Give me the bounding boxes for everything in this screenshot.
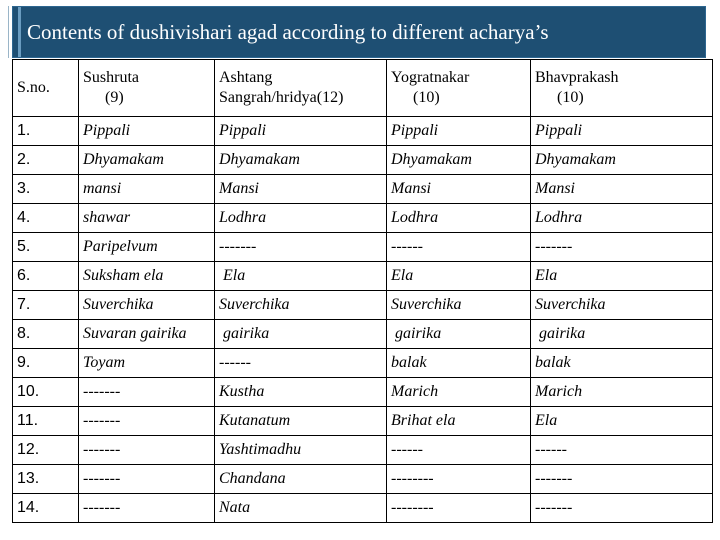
table-row xyxy=(13,320,713,349)
header-bhavprakash: Bhavprakash (10) xyxy=(531,60,713,117)
table-row xyxy=(13,291,713,320)
cell-bhavprakash: Ela xyxy=(531,262,713,291)
cell-sno: 11. xyxy=(13,407,79,436)
cell-ashtang: Lodhra xyxy=(215,204,387,233)
cell-sushruta: shawar xyxy=(79,204,215,233)
cell-yogratnakar: Dhyamakam xyxy=(387,146,531,175)
cell-sno: 2. xyxy=(13,146,79,175)
cell-ashtang: ------- xyxy=(215,233,387,262)
cell-sushruta: Suvaran gairika xyxy=(79,320,215,349)
cell-bhavprakash: ------ xyxy=(531,436,713,465)
cell-sushruta: mansi xyxy=(79,175,215,204)
slide-title: Contents of dushivishari agad according to different acharya’s xyxy=(27,20,549,44)
cell-ashtang: Kustha xyxy=(215,378,387,407)
cell-sushruta: Dhyamakam xyxy=(79,146,215,175)
cell-sno: 13. xyxy=(13,465,79,494)
cell-yogratnakar: Brihat ela xyxy=(387,407,531,436)
cell-ashtang: Yashtimadhu xyxy=(215,436,387,465)
header-sushruta: Sushruta (9) xyxy=(79,60,215,117)
contents-table xyxy=(12,59,713,523)
cell-sushruta: ------- xyxy=(79,494,215,523)
cell-yogratnakar: balak xyxy=(387,349,531,378)
cell-sno: 10. xyxy=(13,378,79,407)
table-row xyxy=(13,117,713,146)
cell-ashtang: ------ xyxy=(215,349,387,378)
cell-bhavprakash: balak xyxy=(531,349,713,378)
table-row xyxy=(13,262,713,291)
table-row xyxy=(13,146,713,175)
cell-bhavprakash: Ela xyxy=(531,407,713,436)
cell-yogratnakar: Marich xyxy=(387,378,531,407)
cell-bhavprakash: Marich xyxy=(531,378,713,407)
cell-sushruta: Suksham ela xyxy=(79,262,215,291)
cell-sno: 12. xyxy=(13,436,79,465)
cell-yogratnakar: -------- xyxy=(387,494,531,523)
cell-bhavprakash: Dhyamakam xyxy=(531,146,713,175)
table-row xyxy=(13,233,713,262)
cell-sushruta: ------- xyxy=(79,436,215,465)
cell-ashtang: Suverchika xyxy=(215,291,387,320)
cell-bhavprakash: Suverchika xyxy=(531,291,713,320)
cell-sushruta: ------- xyxy=(79,378,215,407)
title-accent-stripe xyxy=(18,7,21,57)
table-row xyxy=(13,465,713,494)
cell-bhavprakash: ------- xyxy=(531,233,713,262)
cell-ashtang: Chandana xyxy=(215,465,387,494)
header-row xyxy=(13,60,713,117)
cell-bhavprakash: Mansi xyxy=(531,175,713,204)
cell-sno: 9. xyxy=(13,349,79,378)
left-decorative-rule xyxy=(0,6,9,58)
cell-yogratnakar: Suverchika xyxy=(387,291,531,320)
table-row xyxy=(13,175,713,204)
cell-bhavprakash: gairika xyxy=(531,320,713,349)
cell-bhavprakash: ------- xyxy=(531,494,713,523)
table-row xyxy=(13,407,713,436)
cell-ashtang: Nata xyxy=(215,494,387,523)
cell-sno: 1. xyxy=(13,117,79,146)
header-sno: S.no. xyxy=(13,60,79,117)
cell-yogratnakar: Lodhra xyxy=(387,204,531,233)
cell-sushruta: Suverchika xyxy=(79,291,215,320)
cell-sno: 7. xyxy=(13,291,79,320)
table-row xyxy=(13,494,713,523)
cell-sno: 3. xyxy=(13,175,79,204)
cell-ashtang: Pippali xyxy=(215,117,387,146)
cell-ashtang: Mansi xyxy=(215,175,387,204)
cell-bhavprakash: ------- xyxy=(531,465,713,494)
cell-sushruta: Paripelvum xyxy=(79,233,215,262)
cell-sno: 14. xyxy=(13,494,79,523)
cell-sushruta: Toyam xyxy=(79,349,215,378)
cell-yogratnakar: Mansi xyxy=(387,175,531,204)
cell-yogratnakar: Pippali xyxy=(387,117,531,146)
cell-ashtang: gairika xyxy=(215,320,387,349)
cell-sushruta: ------- xyxy=(79,465,215,494)
cell-sno: 8. xyxy=(13,320,79,349)
cell-yogratnakar: Ela xyxy=(387,262,531,291)
cell-sushruta: Pippali xyxy=(79,117,215,146)
table-row xyxy=(13,349,713,378)
header-yogratnakar: Yogratnakar (10) xyxy=(387,60,531,117)
header-ashtang: Ashtang Sangrah/hridya(12) xyxy=(215,60,387,117)
cell-yogratnakar: ------ xyxy=(387,436,531,465)
title-bar xyxy=(12,6,706,58)
table-row xyxy=(13,204,713,233)
cell-ashtang: Kutanatum xyxy=(215,407,387,436)
cell-yogratnakar: -------- xyxy=(387,465,531,494)
table-row xyxy=(13,436,713,465)
cell-ashtang: Dhyamakam xyxy=(215,146,387,175)
cell-sno: 5. xyxy=(13,233,79,262)
cell-sushruta: ------- xyxy=(79,407,215,436)
cell-bhavprakash: Lodhra xyxy=(531,204,713,233)
cell-yogratnakar: gairika xyxy=(387,320,531,349)
cell-ashtang: Ela xyxy=(215,262,387,291)
cell-yogratnakar: ------ xyxy=(387,233,531,262)
table-row xyxy=(13,378,713,407)
cell-sno: 4. xyxy=(13,204,79,233)
cell-sno: 6. xyxy=(13,262,79,291)
cell-bhavprakash: Pippali xyxy=(531,117,713,146)
